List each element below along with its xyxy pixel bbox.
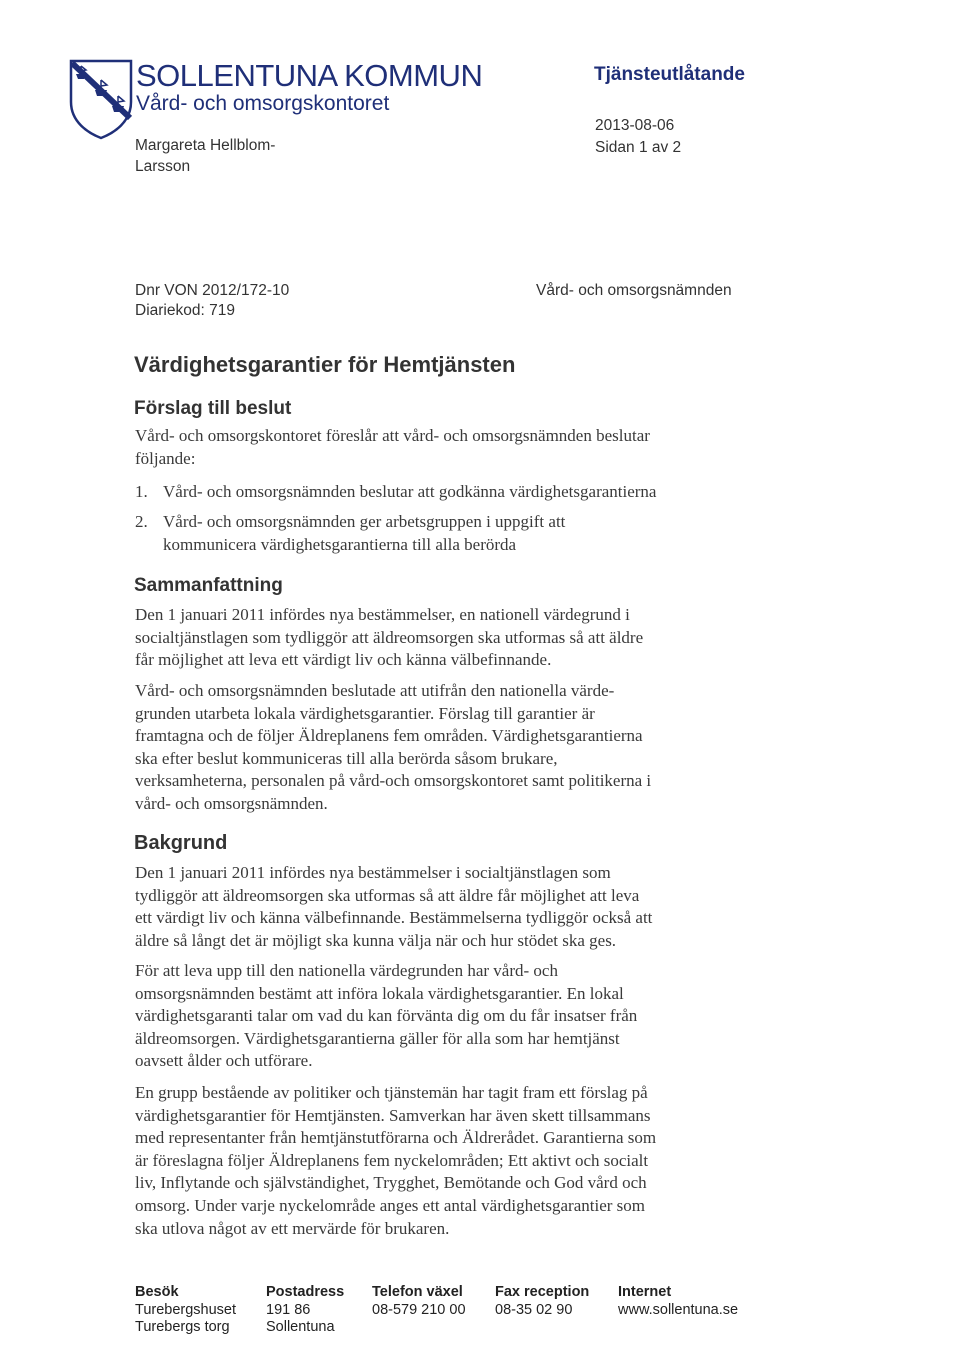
list-item	[135, 481, 775, 504]
list-number: 2.	[135, 512, 148, 531]
text-line: liv, Inflytande och självständighet, Trygghet, Bemötande och God vård och	[135, 1173, 647, 1193]
section-heading-summary: Sammanfattning	[134, 575, 283, 596]
text-line: För att leva upp till den nationella värdegrunden har vård- och	[135, 961, 558, 980]
list-item	[135, 511, 775, 557]
footer-postal-address	[266, 1284, 344, 1337]
paragraph	[135, 680, 775, 816]
text-line: grunden utarbeta lokala värdighetsgarantier. Förslag till garantier är	[135, 703, 595, 723]
footer-website-link[interactable]: www.sollentuna.se	[618, 1301, 739, 1318]
text-line: äldre så långt det är möjligt ska kunna välja när och hur stödet ska ges.	[135, 930, 617, 950]
footer-visit	[135, 1284, 236, 1337]
organization-name: SOLLENTUNA KOMMUN	[136, 58, 483, 93]
footer-label: Internet	[618, 1284, 672, 1300]
text-line: Vård- och omsorgsnämnden beslutade att utifrån den nationella värde-	[135, 681, 615, 700]
footer-value: 191 86	[266, 1301, 311, 1318]
text-line: värdighetsgaranti talar om vad du kan förvänta dig om du får insatser från	[135, 1006, 638, 1026]
document-date: 2013-08-06	[595, 117, 675, 134]
footer-internet	[618, 1284, 738, 1319]
recipient: Vård- och omsorgsnämnden	[536, 282, 732, 299]
text-line: Vård- och omsorgsnämnden beslutar att godkänna värdighetsgarantierna	[163, 482, 657, 501]
text-line: Den 1 januari 2011 infördes nya bestämmelser, en nationell värdegrund i	[135, 605, 630, 624]
text-line: En grupp bestående av politiker och tjänstemän har tagit fram ett förslag på	[135, 1083, 648, 1102]
diary-code: Diariekod: 719	[135, 302, 235, 319]
footer-value: Turebergs torg	[135, 1319, 230, 1335]
footer-phone	[372, 1284, 466, 1319]
document-type: Tjänsteutlåtande	[594, 64, 745, 85]
text-line: ska utlova något av ett mervärde för brukaren.	[135, 1218, 450, 1238]
text-line: kommunicera värdighetsgarantierna till alla berörda	[163, 534, 517, 554]
footer-label: Besök	[135, 1284, 179, 1300]
footer-value: Sollentuna	[266, 1319, 335, 1335]
paragraph	[135, 1082, 775, 1240]
footer-value: 08-35 02 90	[495, 1301, 573, 1318]
author-name-continued: Larsson	[135, 158, 191, 175]
text-line: oavsett ålder och utförare.	[135, 1051, 313, 1071]
section-heading-proposal: Förslag till beslut	[134, 398, 292, 419]
text-line: följande:	[135, 448, 196, 468]
section-heading-background: Bakgrund	[134, 832, 228, 854]
footer-value: Turebergshuset	[135, 1301, 237, 1318]
footer-value: 08-579 210 00	[372, 1301, 466, 1318]
text-line: med representanter från hemtjänstutförarna och Äldrerådet. Garantierna som	[135, 1128, 657, 1148]
municipal-crest-icon	[68, 58, 134, 140]
list-number: 1.	[135, 482, 148, 501]
footer-label: Telefon växel	[372, 1284, 463, 1300]
text-line: Vård- och omsorgskontoret föreslår att vård- och omsorgsnämnden beslutar	[135, 426, 650, 445]
registration-number: Dnr VON 2012/172-10	[135, 282, 290, 299]
page-number: Sidan 1 av 2	[595, 139, 682, 156]
text-line: är föreslagna följer Äldreplanens fem nyckelområden; Ett aktivt och socialt	[135, 1150, 649, 1170]
author-name: Margareta Hellblom-	[135, 137, 276, 154]
text-line: vård- och omsorgsnämnden.	[135, 793, 328, 813]
text-line: omsorgsnämnden bestämt att införa lokala värdighetsgarantier. En lokal	[135, 983, 624, 1003]
text-line: framtagna och de följer Äldreplanens fem områden. Värdighetsgarantierna	[135, 726, 643, 746]
footer-label: Fax reception	[495, 1284, 590, 1300]
text-line: socialtjänstlagen som tydliggör att äldreomsorgen ska utformas så att äldre	[135, 627, 644, 647]
paragraph	[135, 862, 775, 952]
text-line: omsorg. Under varje nyckelområde anges ett antal värdighetsgarantier som	[135, 1195, 645, 1215]
text-line: får möjlighet att leva ett värdigt liv och känna välbefinnande.	[135, 650, 552, 670]
text-line: tydliggör att äldreomsorgen ska utformas så att äldre får möjlighet att leva	[135, 885, 640, 905]
proposal-intro	[135, 425, 775, 470]
text-line: Vård- och omsorgsnämnden ger arbetsgruppen i uppgift att	[163, 512, 566, 531]
text-line: Den 1 januari 2011 infördes nya bestämmelser i socialtjänstlagen som	[135, 863, 611, 882]
footer-fax	[495, 1284, 589, 1319]
paragraph	[135, 960, 775, 1073]
paragraph	[135, 604, 775, 672]
page-title: Värdighetsgarantier för Hemtjänsten	[134, 352, 516, 377]
text-line: äldreomsorgen. Värdighetsgarantierna gäller för alla som har hemtjänst	[135, 1028, 620, 1048]
text-line: ett värdigt liv och känna välbefinnande. Bestämmelserna tydliggör också att	[135, 908, 653, 928]
organization-unit: Vård- och omsorgskontoret	[136, 92, 390, 115]
text-line: verksamheterna, personalen på vård-och omsorgskontoret samt politikerna i	[135, 771, 652, 791]
footer-label: Postadress	[266, 1284, 345, 1300]
text-line: ska efter beslut kommuniceras till alla berörda såsom brukare,	[135, 748, 558, 768]
text-line: värdighetsgarantier för Hemtjänsten. Samverkan har även skett tillsammans	[135, 1105, 651, 1125]
